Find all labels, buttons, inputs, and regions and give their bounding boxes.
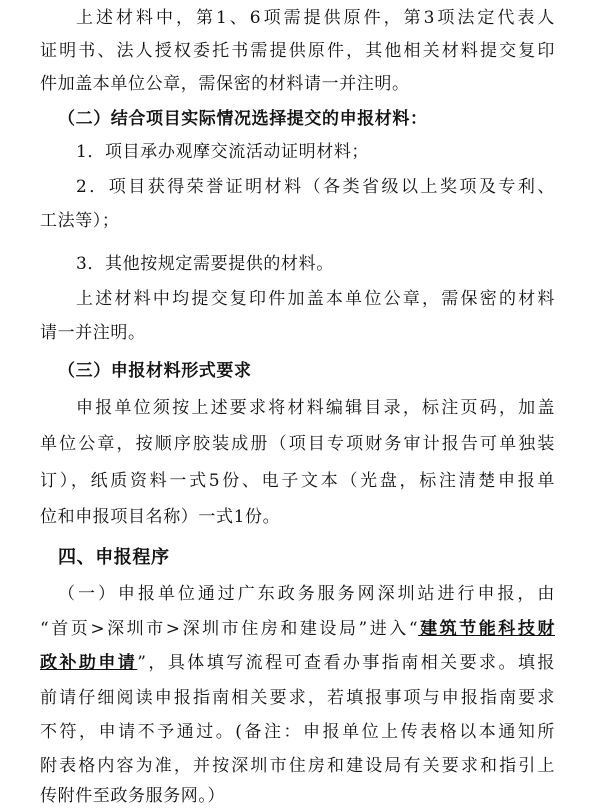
paragraph-line: 位和申报项目名称）一式1份。 bbox=[40, 507, 281, 527]
paragraph-line: 证明书、法人授权委托书需提供原件，其他相关材料提交复印 bbox=[40, 41, 555, 61]
paragraph-line: 传附件至政务服务网。） bbox=[40, 786, 226, 806]
section-heading-3: （三）申报材料形式要求 bbox=[58, 361, 252, 381]
section-heading-2: （二）结合项目实际情况选择提交的申报材料： bbox=[58, 109, 428, 129]
paragraph-line: 单位公章，按顺序胶装成册（项目专项财务审计报告可单独装 bbox=[40, 434, 555, 454]
paragraph-line: 订），纸质资料一式5份、电子文本（光盘，标注清楚申报单 bbox=[40, 471, 555, 491]
list-item: 2．项目获得荣誉证明材料（各类省级以上奖项及专利、 bbox=[76, 177, 555, 197]
paragraph-line: 上述材料中均提交复印件加盖本单位公章，需保密的材料 bbox=[76, 289, 555, 309]
paragraph-line bbox=[40, 651, 555, 675]
list-item-continuation: 工法等）； bbox=[40, 211, 120, 231]
list-item: 3．其他按规定需要提供的材料。 bbox=[76, 254, 334, 274]
paragraph-line: 请一并注明。 bbox=[40, 323, 146, 343]
paragraph-line: 附表格内容为准，并按深圳市住房和建设局有关要求和指引上 bbox=[40, 756, 555, 776]
paragraph-text: “首页>深圳市>深圳市住房和建设局”进入“ bbox=[40, 619, 419, 639]
emphasized-link-text: 建筑节能科技财 bbox=[418, 619, 555, 639]
paragraph-line bbox=[40, 617, 555, 641]
paragraph-line: 申报单位须按上述要求将材料编辑目录，标注页码，加盖 bbox=[76, 398, 555, 418]
paragraph-line: 不符，申请不予通过。(备注：申报单位上传表格以本通知所 bbox=[40, 722, 555, 742]
section-heading-4: 四、申报程序 bbox=[58, 547, 170, 568]
paragraph-line: 前请仔细阅读申报指南相关要求，若填报事项与申报指南要求 bbox=[40, 688, 555, 708]
list-item: 1．项目承办观摩交流活动证明材料； bbox=[76, 142, 370, 162]
paragraph-line: （一）申报单位通过广东政务服务网深圳站进行申报，由 bbox=[58, 584, 555, 604]
paragraph-text: ”，具体填写流程可查看办事指南相关要求。填报 bbox=[137, 653, 556, 673]
paragraph-line: 件加盖本单位公章，需保密的材料请一并注明。 bbox=[40, 74, 410, 94]
emphasized-link-text: 政补助申请 bbox=[40, 653, 138, 673]
paragraph-line: 上述材料中，第1、6项需提供原件，第3项法定代表人 bbox=[76, 8, 555, 28]
